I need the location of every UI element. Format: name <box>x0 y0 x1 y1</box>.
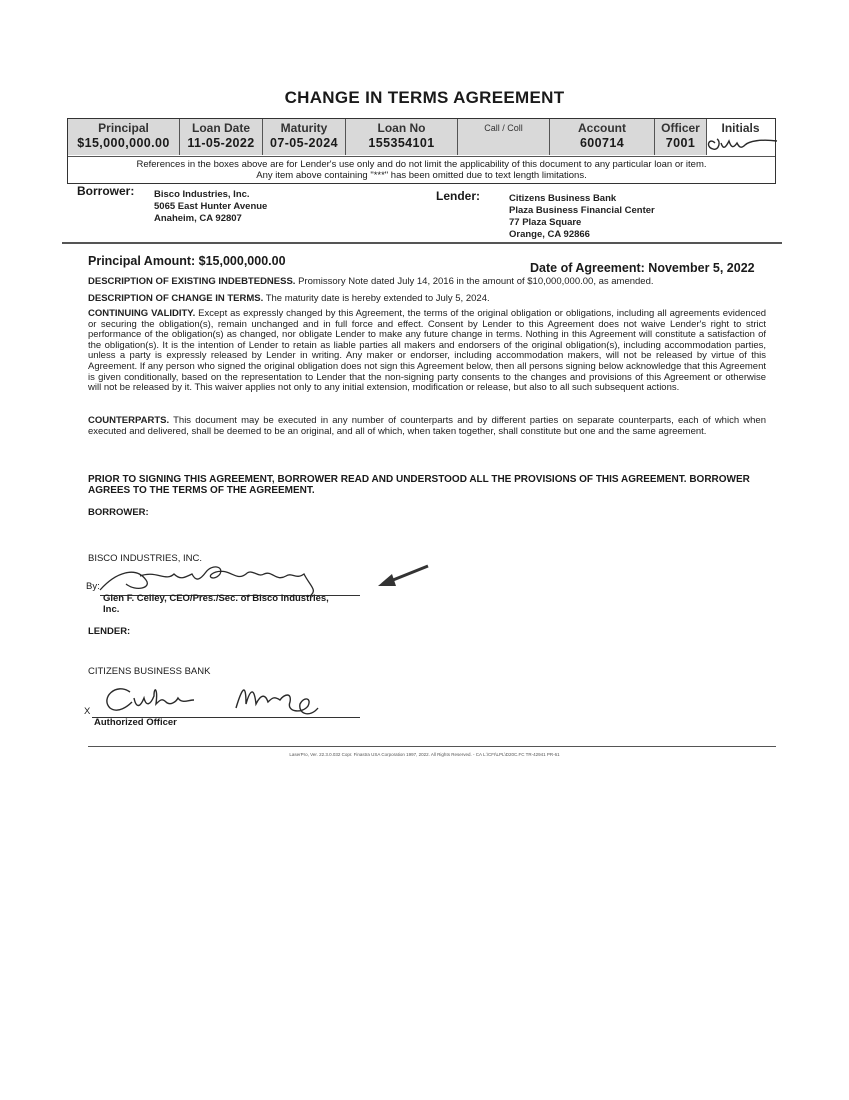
borrower-signer-block <box>103 593 329 615</box>
existing-indebtedness-heading: DESCRIPTION OF EXISTING INDEBTEDNESS. <box>88 276 296 287</box>
initials-cell <box>707 119 774 155</box>
footer-divider <box>88 746 776 747</box>
borrower-label: Borrower: <box>77 184 135 198</box>
officer-cell <box>655 119 707 155</box>
existing-indebtedness-text: Promissory Note dated July 14, 2016 in the amount of $10,000,000.00, as amended. <box>298 276 654 287</box>
continuing-validity-heading: CONTINUING VALIDITY. <box>88 308 196 319</box>
loan-reference-box <box>67 118 776 184</box>
maturity-label: Maturity <box>280 121 328 135</box>
officer-label: Officer <box>661 121 700 135</box>
loan-no-label: Loan No <box>377 121 426 135</box>
borrower-address1: 5065 East Hunter Avenue <box>154 201 268 212</box>
lender-signer: Authorized Officer <box>94 717 177 728</box>
lender-address2: 77 Plaza Square <box>509 217 582 228</box>
acknowledgment: PRIOR TO SIGNING THIS AGREEMENT, BORROWER READ AND UNDERSTOOD ALL THE PROVISIONS OF THIS AGREEMENT. BORROWER AGREES TO THE TERMS OF THE AGREEMENT. <box>88 474 750 496</box>
borrower-address2: Anaheim, CA 92807 <box>154 213 242 224</box>
principal-amount: Principal Amount: $15,000,000.00 <box>88 254 286 268</box>
document-title: CHANGE IN TERMS AGREEMENT <box>284 88 565 107</box>
reference-note <box>68 156 775 181</box>
maturity-value: 07-05-2024 <box>270 136 338 150</box>
lender-address-block <box>509 193 655 241</box>
call-coll-label: Call / Coll <box>484 123 523 133</box>
loan-no-cell <box>346 119 458 155</box>
loan-reference-row <box>68 119 775 155</box>
counterparts-heading: COUNTERPARTS. <box>88 415 170 426</box>
counterparts-text: This document may be executed in any number of counterparts and by different parties on separate counterparts, each of which when executed and delivered, shall be deemed to be an original, and all of which, when taken together, shall constitute but one and the same agreement. <box>88 415 766 437</box>
officer-value: 7001 <box>665 136 696 150</box>
divider <box>62 242 782 244</box>
loan-date-value: 11-05-2022 <box>187 136 255 150</box>
change-in-terms <box>88 293 490 304</box>
lender-signature <box>96 678 346 718</box>
borrower-signer-line1: Glen F. Ceiley, CEO/Pres./Sec. of Bisco Industries, <box>103 593 329 604</box>
lender-label: Lender: <box>436 189 481 203</box>
date-of-agreement: Date of Agreement: November 5, 2022 <box>530 261 755 275</box>
lender-address3: Orange, CA 92866 <box>509 229 590 240</box>
borrower-name: Bisco Industries, Inc. <box>154 189 250 200</box>
account-label: Account <box>578 121 626 135</box>
by-label: By: <box>86 581 100 592</box>
reference-note-line1: References in the boxes above are for Lender's use only and do not limit the applicability of this document to any particular loan or item. <box>136 159 707 170</box>
lender-name: Citizens Business Bank <box>509 193 617 204</box>
borrower-entity: BISCO INDUSTRIES, INC. <box>88 553 203 564</box>
initials-label: Initials <box>721 121 760 135</box>
arrow-icon <box>376 562 432 590</box>
principal-value: $15,000,000.00 <box>77 136 170 150</box>
loan-date-label: Loan Date <box>191 121 250 135</box>
lender-address1: Plaza Business Financial Center <box>509 205 655 216</box>
counterparts-paragraph <box>88 416 766 437</box>
borrower-signer-line2: Inc. <box>103 604 120 615</box>
principal-label: Principal <box>98 121 149 135</box>
lender-section-label: LENDER: <box>88 626 131 637</box>
continuing-validity-paragraph <box>88 309 766 394</box>
account-value: 600714 <box>579 136 625 150</box>
call-coll-cell <box>458 119 550 155</box>
principal-cell <box>68 119 180 155</box>
initials-handwriting <box>705 133 775 155</box>
continuing-validity-text: Except as expressly changed by this Agreement, the terms of the original obligation or obligations, including all agreements evidenced or securing the obligation(s), remain unchanged and in full force and effect. Consent by Lender to this Agreement does not waive Lender's right to strict performance of the obligation(s) as changed, nor obligate Lender to make any future change in terms. Nothing in this Agreement will constitute a satisfaction of the obligation(s). It is the intention of Lender to retain as liable parties all makers and endorsers of the original obligation(s), including accommodation parties, unless a party is expressly released by Lender in writing. Any maker or endorser, including accommodation makers, will not be released by virtue of this Agreement. If any person who signed the original obligation does not sign this Agreement below, then all persons signing below acknowledge that this Agreement is given conditionally, based on the representation to Lender that the non-signing party consents to the changes and provisions of this Agreement or otherwise will not be released by it. This waiver applies not only to any initial extension, modification or release, but also to all such subsequent actions. <box>88 308 767 394</box>
borrower-address-block <box>154 189 267 225</box>
change-in-terms-text: The maturity date is hereby extended to July 5, 2024. <box>265 293 490 304</box>
x-label: X <box>84 706 91 717</box>
loan-date-cell <box>180 119 263 155</box>
change-in-terms-heading: DESCRIPTION OF CHANGE IN TERMS. <box>88 293 264 304</box>
account-cell <box>550 119 655 155</box>
borrower-section-label: BORROWER: <box>88 507 149 518</box>
lender-entity: CITIZENS BUSINESS BANK <box>88 666 211 677</box>
existing-indebtedness <box>88 276 654 287</box>
footer-text: LaserPro, Ver. 22.3.0.032 Copr. Finastra USA Corporation 1997, 2022. All Rights Reserved. - CA L:\CFI\LPL\D20C.FC TR-42941 PR-61 <box>289 752 560 757</box>
maturity-cell <box>263 119 346 155</box>
reference-note-line2: Any item above containing "***" has been omitted due to text length limitations. <box>256 170 587 181</box>
loan-no-value: 155354101 <box>368 136 435 150</box>
